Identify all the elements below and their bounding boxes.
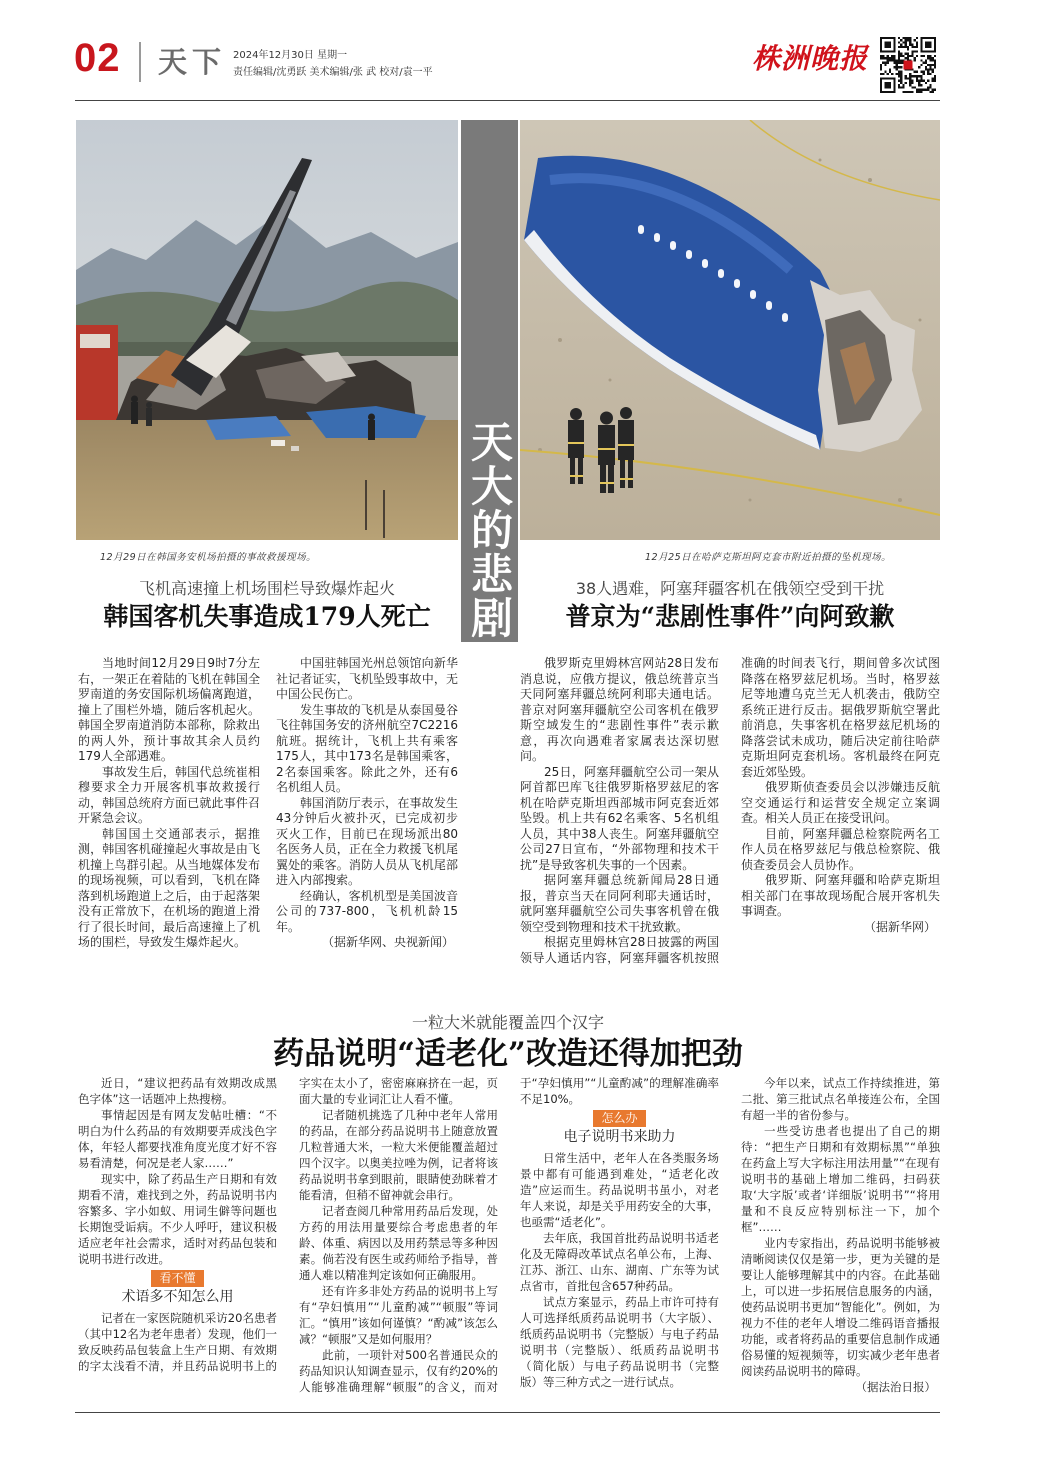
- paragraph: 事故发生后，韩国代总统崔相穆要求全力开展客机事故救援行动，韩国总统府方面已就此事件召开紧急会议。: [78, 764, 260, 825]
- newspaper-logo: 株洲晚报: [752, 42, 869, 75]
- section-heading: 术语多不知怎么用: [121, 1289, 234, 1305]
- right-story-body: [520, 656, 940, 966]
- paragraph: 经确认，客机机型是美国波音公司的737-800，飞机机龄15年。: [276, 888, 458, 934]
- korea-crash-photo: [76, 120, 458, 540]
- editor-credits: 责任编辑/沈勇跃 美术编辑/张 武 校对/袁一平: [233, 67, 433, 78]
- header-divider: [139, 42, 141, 82]
- footer-rule: [75, 1412, 940, 1413]
- left-story-source: （据新华网、央视新闻）: [321, 935, 454, 949]
- paragraph: 还有许多非处方药品的说明书上写有“孕妇慎用”“儿童酌减”“顿服”等词汇。“慎用”该如何谨慎？“酌减”该怎么减？“顿服”又是如何服用？: [299, 1284, 498, 1346]
- paragraph: 近日，“建议把药品有效期改成黑色字体”这一话题冲上热搜榜。: [78, 1076, 277, 1106]
- left-story-subtitle: 飞机高速撞上机场围栏导致爆炸起火: [138, 579, 395, 598]
- paragraph: 俄罗斯侦查委员会以涉嫌违反航空交通运行和运营安全规定立案调查。相关人员正在接受讯问。: [741, 780, 940, 825]
- section-tag: 怎么办: [593, 1110, 645, 1127]
- left-story-title: 韩国客机失事造成179人死亡: [103, 602, 431, 631]
- bottom-story-body: [78, 1075, 940, 1395]
- paragraph: 根据克里姆林宫28日披露的两国领导人通话内容，阿塞拜疆客机按照准确的时间表飞行，期间曾多次试图降落在格罗兹尼机场。当时，格罗兹尼等地遭乌克兰无人机袭击，俄防空系统正进行反击。据俄罗斯航空署此前消息，失事客机在格罗兹尼机场的降落尝试未成功，随后决定前往哈萨克斯坦阿克套机场。客机最终在阿克套近郊坠毁。: [520, 656, 940, 965]
- paragraph: 去年底，我国首批药品说明书适老化及无障碍改革试点名单公布，上海、江苏、浙江、山东、湖南、广东等为试点省市，首批包含657种药品。: [520, 1231, 719, 1293]
- left-story-body: [78, 656, 458, 951]
- feature-title-strip: [461, 120, 518, 642]
- section-header-1: [78, 1267, 277, 1310]
- paragraph: 俄罗斯克里姆林宫网站28日发布消息说，应俄方提议，俄总统普京当天同阿塞拜疆总统阿利耶夫通电话。普京对阿塞拜疆航空公司客机在俄罗斯空域发生的“悲剧性事件”表示歉意，再次向遇难者家属表达深切慰问。: [520, 656, 719, 763]
- paragraph: 试点方案显示，药品上市许可持有人可选择纸质药品说明书（大字版）、纸质药品说明书（完整版）与电子药品说明书（完整版）、纸质药品说明书（简化版）与电子药品说明书（完整版）等三种方式之一进行试点。: [520, 1295, 719, 1389]
- paragraph: 事情起因是有网友发帖吐槽：“不明白为什么药品的有效期要弄成浅色字体，年轻人都要找准角度光度才好不容易看清楚，何况是老人家……”: [78, 1108, 277, 1170]
- left-story-headline: [76, 578, 458, 634]
- paragraph: 记者随机挑选了几种中老年人常用的药品，在部分药品说明书上随意放置几粒普通大米，一粒大米便能覆盖超过四个汉字。以奥美拉唑为例，记者将该药品说明书拿到眼前，眼睛使劲眯着才能看清，但稍不留神就会串行。: [299, 1108, 498, 1202]
- paragraph: 据阿塞拜疆总统新闻局28日通报，普京当天在同阿利耶夫通话时，就阿塞拜疆航空公司失事客机曾在俄领空受到物理和技术干扰致歉。: [520, 873, 719, 934]
- paragraph: 韩国消防厅表示，在事故发生43分钟后火被扑灭，已完成初步灭火工作，目前已在现场派出80名医务人员，正在全力救援飞机尾翼处的乘客。消防人员从飞机尾部进入内部搜索。: [276, 795, 458, 887]
- paragraph: 目前，阿塞拜疆总检察院两名工作人员在格罗兹尼与俄总检察院、俄侦查委员会人员协作。: [741, 826, 940, 872]
- section-name: 天下: [158, 45, 227, 79]
- paragraph: 此前，一项针对500名普通民众的药品知识认知调查显示，仅有约20%的人能够准确理解“顿服”的含义，而对于“孕妇慎用”“儿童酌减”的理解准确率不足10%。: [299, 1076, 719, 1394]
- issue-date: 2024年12月30日 星期一: [233, 50, 348, 61]
- right-story-source: （据新华网）: [863, 919, 936, 934]
- paragraph: 今年以来，试点工作持续推进，第二批、第三批试点名单接连公布，全国有超一半的省份参与。: [741, 1076, 940, 1122]
- paragraph: 业内专家指出，药品说明书能够被清晰阅读仅仅是第一步，更为关键的是要让人能够理解其中的内容。在此基础上，可以进一步拓展信息服务的内涵，使药品说明书更加“智能化”。例如，为视力不佳的老年人增设二维码语音播报功能，或者将药品的重要信息制作成通俗易懂的短视频等，切实减少老年患者阅读药品说明书的障碍。: [741, 1236, 940, 1378]
- paragraph: 25日，阿塞拜疆航空公司一架从阿首都巴库飞往俄罗斯格罗兹尼的客机在哈萨克斯坦西部城市阿克套近郊坠毁。机上共有62名乘客、5名机组人员，其中38人丧生。阿塞拜疆航空公司27日宣布，“外部物理和技术干扰”是导致客机失事的一个因素。: [520, 764, 719, 872]
- azerbaijan-crash-photo: [520, 120, 940, 540]
- paragraph: 记者在一家医院随机采访20名患者（其中12名为老年患者）发现，他们一致反映药品包装盒上生产日期、有效期的字太浅看不清，并且药品说明书上的字实在太小了，密密麻麻挤在一起，页面大量的专业词汇让人看不懂。: [78, 1076, 498, 1373]
- bottom-story-subtitle: 一粒大米就能覆盖四个汉字: [411, 1013, 604, 1032]
- paragraph: 日常生活中，老年人在各类服务场景中都有可能遇到难处，“适老化改造”应运而生。药品说明书虽小，对老年人来说，却是关乎用药安全的大事，也亟需“适老化”。: [520, 1151, 719, 1229]
- paragraph: 中国驻韩国光州总领馆向新华社记者证实，飞机坠毁事故中，无中国公民伤亡。: [276, 656, 458, 701]
- section-header-2: [520, 1107, 719, 1150]
- paragraph: 韩国国土交通部表示，据推测，韩国客机碰撞起火事故是由飞机撞上鸟群引起。从当地媒体发布的现场视频，可以看到，飞机在降落到机场跑道上之后，由于起落架没有正常放下，在机场的跑道上滑行了很长时间，最后高速撞上了机场的围栏，导致发生爆炸起火。: [78, 826, 260, 949]
- left-photo-caption: 12月29日在韩国务安机场拍摄的事故救援现场。: [100, 552, 317, 563]
- header-rule: [75, 100, 940, 101]
- qr-code-icon: [880, 37, 936, 93]
- section-heading: 电子说明书来助力: [563, 1129, 676, 1145]
- paragraph: 记者查阅几种常用药品后发现，处方药的用法用量要综合考虑患者的年龄、体重、病因以及用药禁忌等多种因素。倘若没有医生或药师给予指导，普通人难以精准判定该如何正确服用。: [299, 1204, 498, 1282]
- bottom-story-headline: [76, 1012, 940, 1074]
- bottom-story-title: 药品说明“适老化”改造还得加把劲: [273, 1036, 743, 1072]
- right-story-title: 普京为“悲剧性事件”向阿致歉: [565, 602, 895, 631]
- right-photo-caption: 12月25日在哈萨克斯坦阿克套市附近拍摄的坠机现场。: [645, 552, 892, 563]
- section-tag: 看不懂: [151, 1270, 203, 1287]
- bottom-story-source: （据法治日报）: [855, 1380, 936, 1394]
- right-story-headline: [520, 578, 940, 634]
- page-number: 02: [74, 36, 121, 80]
- paragraph: 当地时间12月29日9时7分左右，一架正在着陆的飞机在韩国全罗南道的务安国际机场偏离跑道，撞上了围栏外墙，随后客机起火。韩国全罗南道消防本部称，除救出的两人外，预计事故其余人员约179人全部遇难。: [78, 656, 260, 763]
- paragraph: 一些受访患者也提出了自己的期待：“把生产日期和有效期标黑”“单独在药盒上写大字标注用法用量”“在现有说明书的基础上增加二维码，扫码获取‘大字版’或者‘详细版’说明书”“将用量和不良反应特别标注一下，加个框”……: [741, 1124, 940, 1234]
- paragraph: 俄罗斯、阿塞拜疆和哈萨克斯坦相关部门在事故现场配合展开客机失事调查。: [741, 873, 940, 918]
- feature-title: 天大的悲剧: [465, 420, 514, 640]
- paragraph: 现实中，除了药品生产日期和有效期看不清，难找到之外，药品说明书内容繁多、字小如蚁、用词生僻等问题也长期饱受诟病。不少人呼吁，建议积极适应老年社会需求，适时对药品包装和说明书进行改进。: [78, 1172, 277, 1266]
- paragraph: 发生事故的飞机是从泰国曼谷飞往韩国务安的济州航空7C2216航班。据统计，飞机上共有乘客175人，其中173名是韩国乘客，2名泰国乘客。除此之外，还有6名机组人员。: [276, 702, 458, 794]
- right-story-subtitle: 38人遇难，阿塞拜疆客机在俄领空受到干扰: [575, 579, 885, 598]
